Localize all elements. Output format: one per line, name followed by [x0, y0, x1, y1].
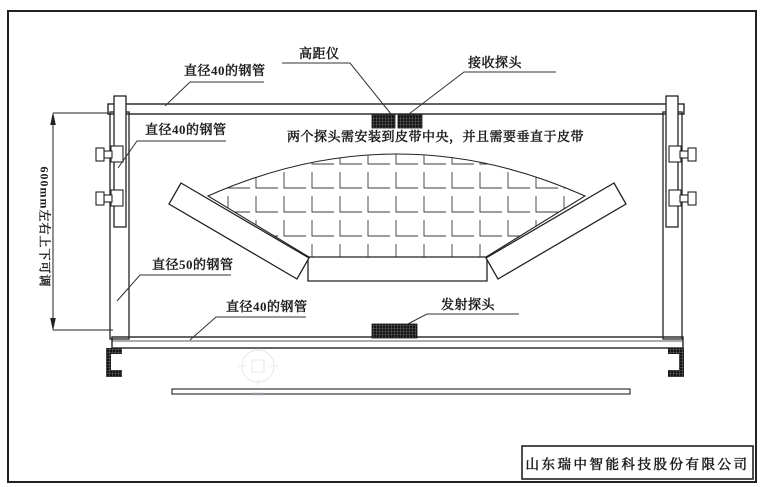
label-transmitter-probe: 发射探头: [441, 297, 496, 312]
bottom-beam-pipe40: [112, 337, 683, 348]
label-pipe50: 直径50的钢管: [152, 257, 234, 272]
dimension-text-600mm: 600mm左右上下可调: [37, 166, 52, 288]
label-receiver-probe: 接收探头: [468, 55, 523, 70]
label-pipe40-top: 直径40的钢管: [184, 63, 266, 78]
height-gauge-sensor: [372, 115, 395, 128]
label-height-gauge: 高距仪: [299, 46, 340, 61]
right-c-bracket: [668, 348, 684, 377]
label-pipe40-bottom: 直径40的钢管: [226, 299, 308, 314]
arrow-up-icon: [50, 112, 56, 125]
label-pipe40-mid: 直径40的钢管: [145, 122, 227, 137]
receiver-sensor: [398, 115, 422, 128]
left-c-bracket: [106, 348, 122, 377]
arrow-down-icon: [50, 318, 56, 331]
center-idler: [308, 257, 487, 281]
leader-pipe40-mid: [118, 141, 226, 168]
company-name: 山东瑞中智能科技股份有限公司: [525, 456, 750, 472]
leader-pipe40-top: [165, 82, 264, 106]
lower-belt-bar: [172, 389, 630, 394]
center-installation-note: 两个探头需安装到皮带中央，并且需要垂直于皮带: [287, 129, 585, 144]
top-beam-pipe40: [108, 104, 684, 114]
leader-transmitter: [402, 314, 519, 327]
leader-pipe50: [117, 275, 231, 301]
transmitter-sensor: [372, 324, 417, 338]
right-support: [663, 96, 696, 339]
left-support: [96, 96, 129, 339]
